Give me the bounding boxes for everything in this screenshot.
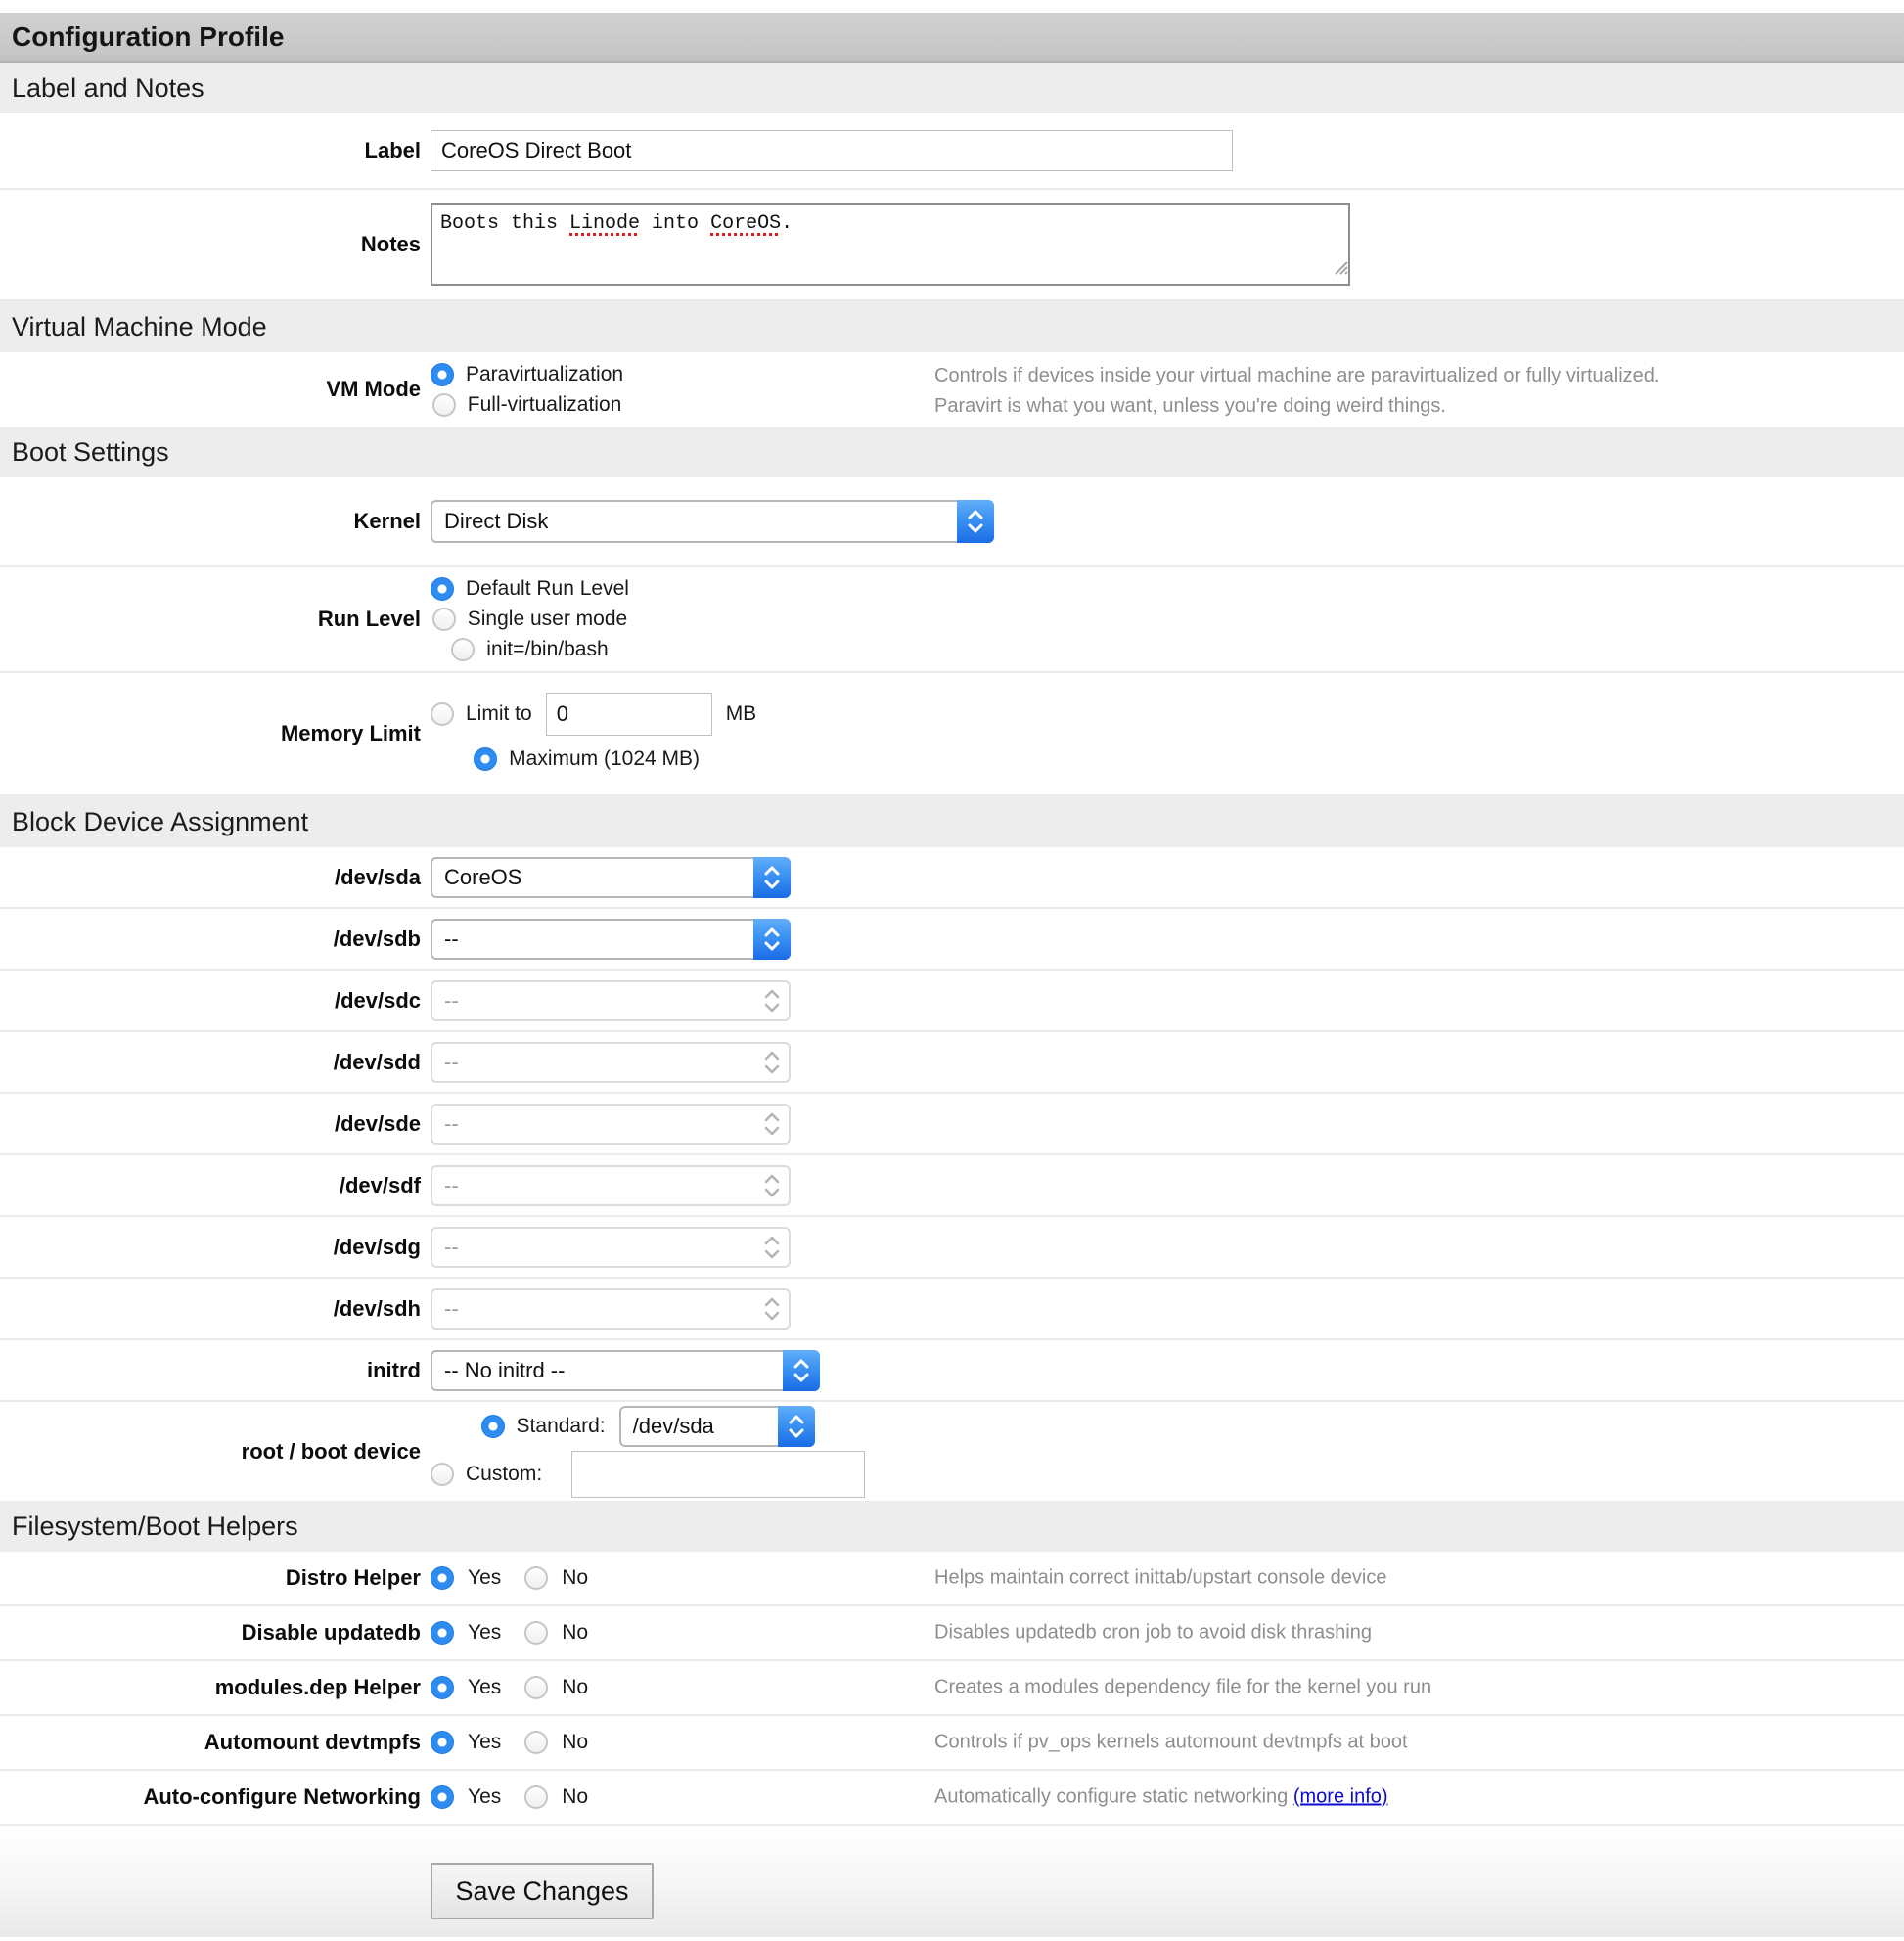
label-input[interactable] xyxy=(431,130,1233,171)
memory-limit-to-label: Limit to xyxy=(466,702,532,725)
auto-configure-networking-no-radio[interactable] xyxy=(524,1785,548,1809)
root-boot-device-row xyxy=(0,1402,1904,1501)
memory-maximum-label: Maximum (1024 MB) xyxy=(509,747,701,770)
memory-limit-input[interactable] xyxy=(546,693,712,736)
auto-configure-networking-help-text: Automatically configure static networking (more info) xyxy=(934,1785,1388,1808)
automount-devtmpfs-help-text: Controls if pv_ops kernels automount devtmpfs at boot xyxy=(934,1731,1408,1753)
resize-grip-icon[interactable] xyxy=(1332,258,1348,284)
section-heading-filesystem-boot-helpers: Filesystem/Boot Helpers xyxy=(0,1501,1904,1552)
memory-limit-to-radio[interactable] xyxy=(431,702,454,726)
select-stepper-icon xyxy=(753,857,791,898)
select-stepper-icon xyxy=(783,1350,820,1391)
kernel-select-value: Direct Disk xyxy=(444,509,549,533)
modules-dep-label: modules.dep Helper xyxy=(214,1675,421,1699)
vm-mode-paravirtualization-radio[interactable] xyxy=(431,363,454,386)
device-sda-select[interactable]: CoreOS xyxy=(431,857,791,898)
disable-updatedb-no-radio[interactable] xyxy=(524,1621,548,1645)
modules-dep-no-radio[interactable] xyxy=(524,1676,548,1699)
device-row-sdd xyxy=(0,1032,1904,1094)
run-level-default-label: Default Run Level xyxy=(466,577,629,600)
select-stepper-icon xyxy=(753,1227,791,1268)
notes-row xyxy=(0,190,1904,301)
save-footer xyxy=(0,1826,1904,1937)
distro-helper-no-radio[interactable] xyxy=(524,1566,548,1590)
vm-mode-paravirtualization-label: Paravirtualization xyxy=(466,362,624,385)
section-heading-boot-settings: Boot Settings xyxy=(0,427,1904,477)
run-level-init-bash-radio[interactable] xyxy=(451,638,475,661)
modules-dep-help-text: Creates a modules dependency file for the kernel you run xyxy=(934,1676,1432,1698)
device-row-sdh xyxy=(0,1279,1904,1340)
disable-updatedb-label: Disable updatedb xyxy=(241,1620,421,1645)
device-sda-label: /dev/sda xyxy=(334,864,421,889)
device-row-sdb xyxy=(0,909,1904,970)
vm-mode-label: VM Mode xyxy=(326,377,421,401)
label-field-label: Label xyxy=(364,138,421,162)
device-row-sdc xyxy=(0,970,1904,1032)
device-sdc-select: -- xyxy=(431,980,791,1021)
vm-mode-help-text: Controls if devices inside your virtual machine are paravirtualized or fully virtualized. Paravirt is what you want, unless you're doing weird things. xyxy=(934,365,1660,417)
root-device-custom-radio[interactable] xyxy=(431,1463,454,1486)
section-heading-label-and-notes: Label and Notes xyxy=(0,63,1904,113)
notes-textarea[interactable] xyxy=(431,203,1350,286)
helper-row-disable-updatedb: Disable updatedb Yes No Disables updatedb cron job to avoid disk thrashing xyxy=(0,1606,1904,1661)
select-stepper-icon xyxy=(753,1104,791,1145)
device-sdd-select: -- xyxy=(431,1042,791,1083)
root-boot-device-label: root / boot device xyxy=(241,1438,421,1464)
disable-updatedb-help-text: Disables updatedb cron job to avoid disk thrashing xyxy=(934,1621,1372,1644)
kernel-label: Kernel xyxy=(353,509,421,533)
helper-row-distro-helper: Distro Helper Yes No Helps maintain correct inittab/upstart console device xyxy=(0,1552,1904,1606)
kernel-select[interactable] xyxy=(431,500,994,543)
label-row xyxy=(0,113,1904,190)
page-title-bar xyxy=(0,13,1904,63)
device-row-sdg xyxy=(0,1217,1904,1279)
initrd-row xyxy=(0,1340,1904,1402)
select-stepper-icon xyxy=(753,980,791,1021)
initrd-label: initrd xyxy=(367,1357,421,1382)
initrd-select[interactable]: -- No initrd -- xyxy=(431,1350,820,1391)
modules-dep-yes-radio[interactable] xyxy=(431,1676,454,1699)
select-stepper-icon xyxy=(778,1406,815,1447)
device-sdg-label: /dev/sdg xyxy=(333,1234,421,1259)
helper-row-modules-dep: modules.dep Helper Yes No Creates a modules dependency file for the kernel you run xyxy=(0,1661,1904,1716)
device-sdd-label: /dev/sdd xyxy=(333,1049,421,1074)
run-level-label: Run Level xyxy=(317,607,421,631)
automount-devtmpfs-label: Automount devtmpfs xyxy=(204,1730,421,1754)
select-stepper-icon xyxy=(753,1165,791,1206)
distro-helper-help-text: Helps maintain correct inittab/upstart console device xyxy=(934,1566,1387,1589)
device-sdg-select: -- xyxy=(431,1227,791,1268)
device-row-sdf xyxy=(0,1155,1904,1217)
select-stepper-icon xyxy=(753,1288,791,1330)
notes-text: Boots this xyxy=(440,212,570,235)
run-level-single-user-label: Single user mode xyxy=(467,608,628,630)
save-changes-button[interactable]: Save Changes xyxy=(431,1863,654,1919)
root-device-custom-label: Custom: xyxy=(466,1462,543,1485)
root-device-standard-label: Standard: xyxy=(516,1414,606,1437)
device-sde-select: -- xyxy=(431,1104,791,1145)
root-device-custom-input[interactable] xyxy=(571,1451,865,1498)
run-level-single-user-radio[interactable] xyxy=(432,608,456,631)
distro-helper-label: Distro Helper xyxy=(285,1565,421,1590)
helper-row-auto-configure-networking: Auto-configure Networking Yes No Automatically configure static networking (more info) xyxy=(0,1771,1904,1826)
run-level-row xyxy=(0,567,1904,673)
device-sdc-label: /dev/sdc xyxy=(334,987,421,1013)
section-heading-block-device-assignment: Block Device Assignment xyxy=(0,796,1904,847)
vm-mode-full-virtualization-radio[interactable] xyxy=(432,393,456,417)
select-stepper-icon xyxy=(753,919,791,960)
device-sde-label: /dev/sde xyxy=(334,1110,421,1136)
disable-updatedb-yes-radio[interactable] xyxy=(431,1621,454,1645)
run-level-default-radio[interactable] xyxy=(431,577,454,601)
device-row-sde xyxy=(0,1094,1904,1155)
run-level-init-bash-label: init=/bin/bash xyxy=(486,638,609,660)
kernel-row xyxy=(0,477,1904,567)
device-sdb-label: /dev/sdb xyxy=(333,925,421,951)
device-sdf-select: -- xyxy=(431,1165,791,1206)
vm-mode-full-virtualization-label: Full-virtualization xyxy=(467,392,622,416)
memory-limit-label: Memory Limit xyxy=(280,721,421,745)
device-sdb-select[interactable]: -- xyxy=(431,919,791,960)
device-sdh-label: /dev/sdh xyxy=(333,1295,421,1321)
distro-helper-yes-radio[interactable] xyxy=(431,1566,454,1590)
select-stepper-icon xyxy=(753,1042,791,1083)
more-info-link[interactable]: (more info) xyxy=(1292,1785,1388,1808)
memory-maximum-radio[interactable] xyxy=(474,747,497,771)
root-device-standard-radio[interactable] xyxy=(481,1415,505,1438)
device-row-sda xyxy=(0,847,1904,909)
notes-misspelled-word: Linode xyxy=(569,212,641,235)
vm-mode-row xyxy=(0,352,1904,427)
notes-field-label: Notes xyxy=(360,232,421,256)
memory-unit-label: MB xyxy=(725,702,757,725)
notes-misspelled-word: CoreOS xyxy=(710,212,782,235)
select-stepper-icon xyxy=(957,500,994,543)
device-sdh-select: -- xyxy=(431,1288,791,1330)
notes-text: . xyxy=(781,212,793,235)
auto-configure-networking-yes-radio[interactable] xyxy=(431,1785,454,1809)
section-heading-virtual-machine-mode: Virtual Machine Mode xyxy=(0,301,1904,352)
notes-text: into xyxy=(640,212,711,235)
memory-limit-row xyxy=(0,673,1904,796)
page-title: Configuration Profile xyxy=(12,21,285,52)
auto-configure-networking-label: Auto-configure Networking xyxy=(143,1784,421,1809)
automount-devtmpfs-no-radio[interactable] xyxy=(524,1731,548,1754)
automount-devtmpfs-yes-radio[interactable] xyxy=(431,1731,454,1754)
root-device-standard-select[interactable]: /dev/sda xyxy=(619,1406,815,1447)
helper-row-automount-devtmpfs: Automount devtmpfs Yes No Controls if pv_ops kernels automount devtmpfs at boot xyxy=(0,1716,1904,1771)
device-sdf-label: /dev/sdf xyxy=(339,1172,421,1197)
